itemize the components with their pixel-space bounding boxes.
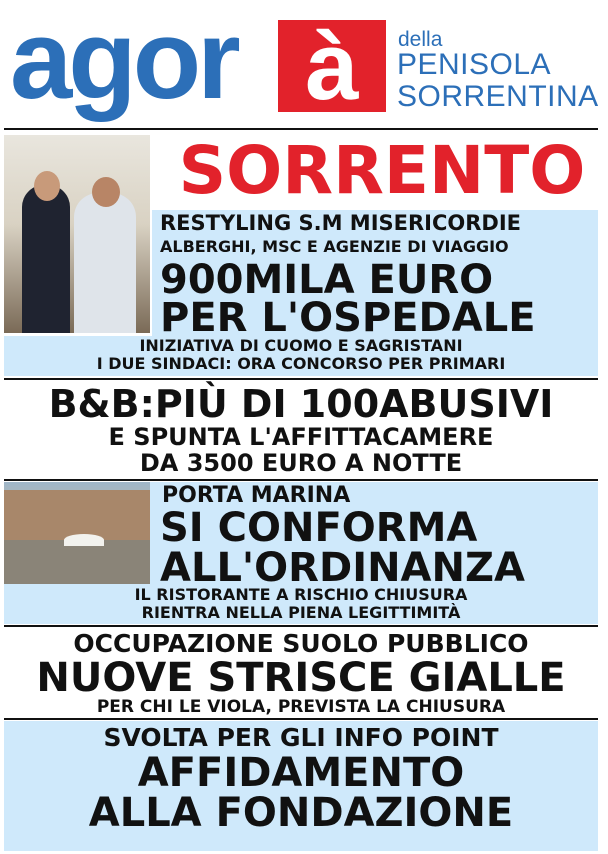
person-left-head [34, 171, 60, 201]
suolo-kicker: OCCUPAZIONE SUOLO PUBBLICO [73, 629, 529, 658]
bnb-sub1: E SPUNTA L'AFFITTACAMERE [108, 423, 494, 451]
photo-mayors [4, 135, 150, 333]
porta-headline1: SI CONFORMA [160, 505, 478, 551]
info-headline1: AFFIDAMENTO [137, 750, 465, 796]
person-right [74, 193, 136, 333]
suolo-deck: PER CHI LE VIOLA, PREVISTA LA CHIUSURA [96, 697, 506, 717]
divider [4, 718, 598, 720]
sorrento-kicker2: ALBERGHI, MSC E AGENZIE DI VIAGGIO [160, 237, 509, 256]
sorrento-title: SORRENTO [178, 132, 586, 209]
sorrento-headline1: 900MILA EURO [160, 257, 494, 303]
divider [4, 128, 598, 130]
suolo-headline: NUOVE STRISCE GIALLE [36, 655, 566, 701]
masthead-penisola: PENISOLA [397, 48, 552, 81]
sorrento-deck2: I DUE SINDACI: ORA CONCORSO PER PRIMARI [96, 354, 506, 373]
person-left [22, 185, 70, 333]
sorrento-deck1: INIZIATIVA DI CUOMO E SAGRISTANI [139, 336, 463, 355]
info-headline2: ALLA FONDAZIONE [88, 790, 514, 836]
photo-porta-marina [4, 482, 150, 584]
person-right-head [92, 177, 120, 207]
logo-text: agor [10, 0, 237, 122]
bnb-sub2: DA 3500 EURO A NOTTE [139, 449, 463, 477]
sorrento-kicker1: RESTYLING S.M MISERICORDIE [160, 211, 521, 235]
porta-headline2: ALL'ORDINANZA [160, 545, 525, 591]
divider [4, 479, 598, 481]
terrace [4, 540, 150, 584]
sorrento-headline2: PER L'OSPEDALE [160, 295, 536, 341]
masthead-sorrentina: SORRENTINA [397, 80, 599, 113]
bnb-headline: B&B:PIÙ DI 100ABUSIVI [48, 382, 554, 426]
divider [4, 378, 598, 380]
porta-kicker: PORTA MARINA [162, 483, 351, 508]
divider [4, 625, 598, 627]
porta-deck2: RIENTRA NELLA PIENA LEGITTIMITÀ [141, 603, 461, 622]
masthead [0, 0, 608, 128]
masthead-della: della [398, 28, 443, 51]
porta-deck1: IL RISTORANTE A RISCHIO CHIUSURA [134, 585, 468, 604]
umbrella [64, 534, 104, 546]
building [4, 490, 150, 540]
logo-accent: à [278, 20, 386, 112]
info-kicker: SVOLTA PER GLI INFO POINT [103, 723, 499, 752]
